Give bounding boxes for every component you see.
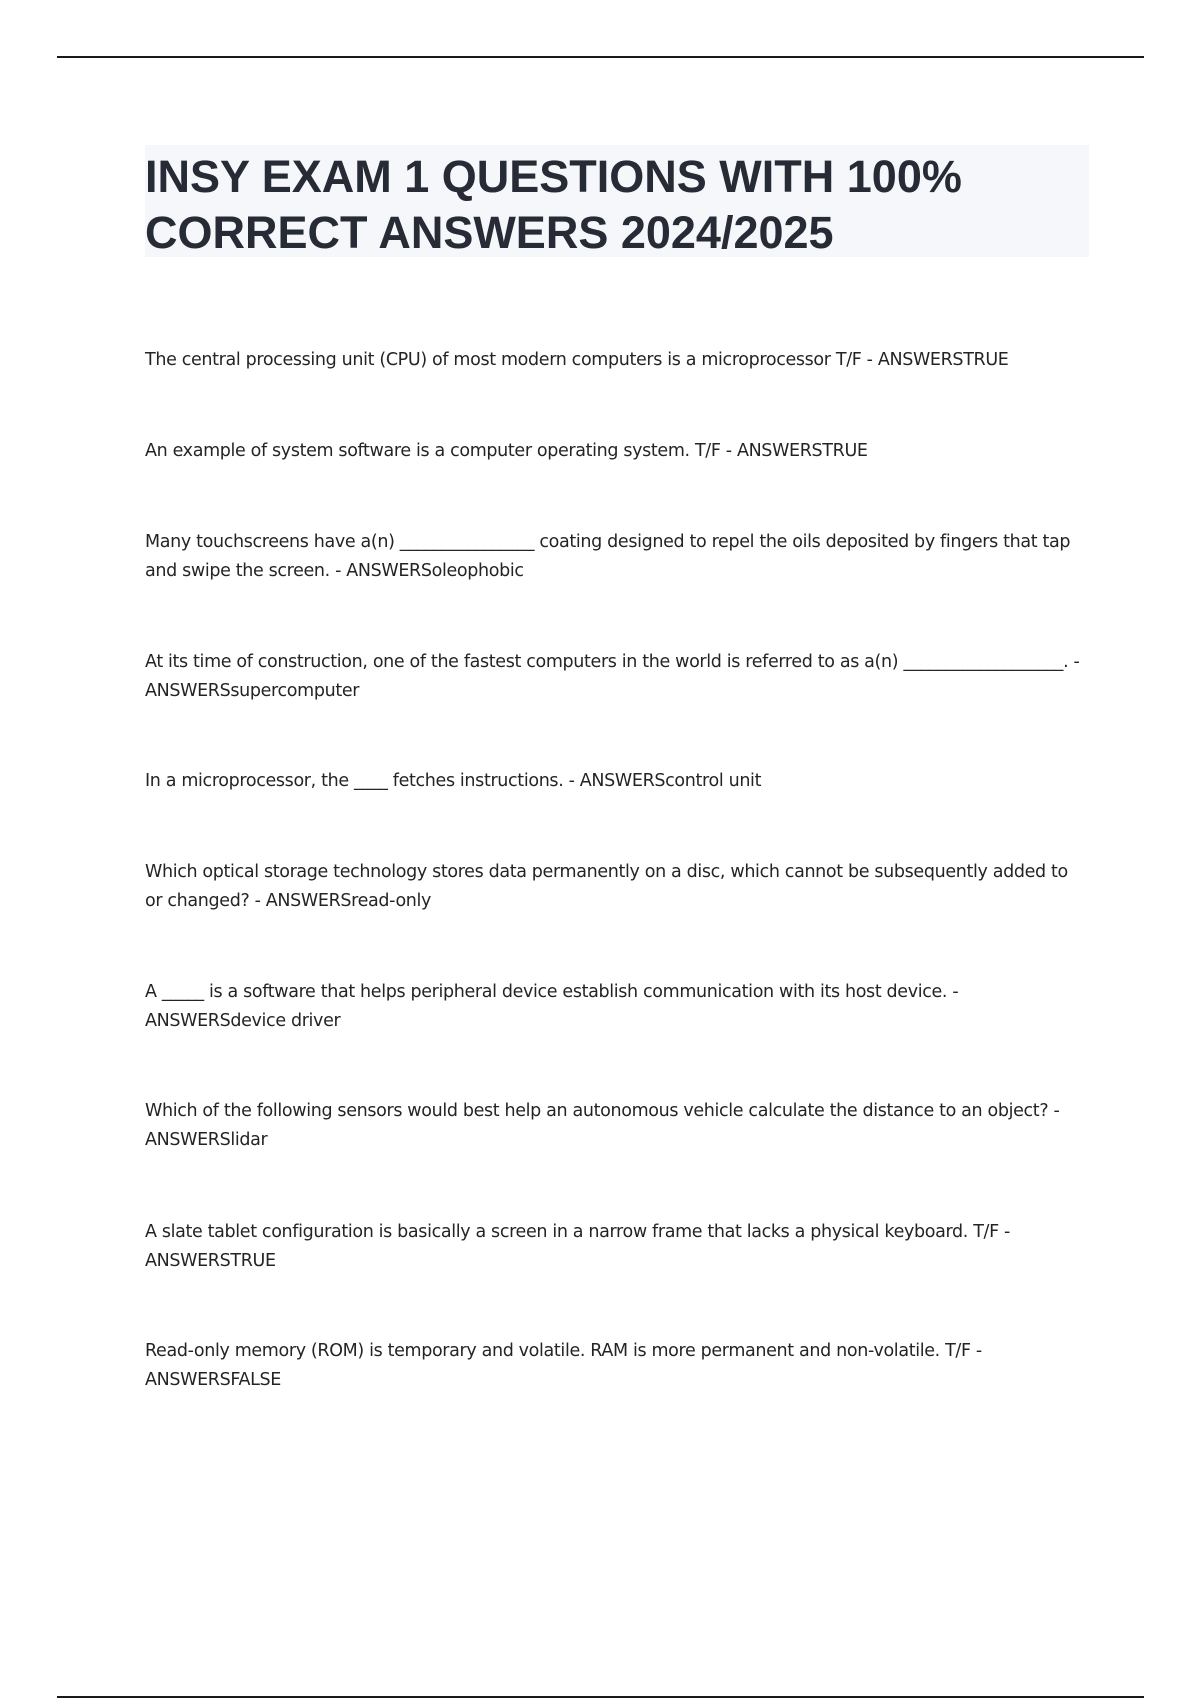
qa-item-7: A _____ is a software that helps peripheral device establish communication with its host device. - ANSWERSdevice driver [145, 982, 959, 1031]
document-title [145, 145, 1089, 261]
qa-item-1: The central processing unit (CPU) of most modern computers is a microprocessor T/F - ANSWERSTRUE [145, 350, 1009, 370]
qa-item-9: A slate tablet configuration is basically a screen in a narrow frame that lacks a physical keyboard. T/F - ANSWERSTRUE [145, 1222, 1010, 1271]
qa-item-8: Which of the following sensors would best help an autonomous vehicle calculate the distance to an object? - ANSWERSlidar [145, 1101, 1060, 1150]
qa-item-5: In a microprocessor, the ____ fetches instructions. - ANSWERScontrol unit [145, 771, 762, 791]
title-line-2: CORRECT ANSWERS 2024/2025 [145, 207, 834, 258]
qa-item-3: Many touchscreens have a(n) ________________ coating designed to repel the oils deposited by fingers that tap and swipe the screen. - ANSWERSoleophobic [145, 532, 1071, 581]
title-line-1: INSY EXAM 1 QUESTIONS WITH 100% [145, 151, 962, 202]
qa-item-6: Which optical storage technology stores data permanently on a disc, which cannot be subsequently added to or changed? - ANSWERSread-only [145, 862, 1068, 911]
qa-item-10: Read-only memory (ROM) is temporary and volatile. RAM is more permanent and non-volatile. T/F - ANSWERSFALSE [145, 1341, 982, 1390]
qa-item-2: An example of system software is a computer operating system. T/F - ANSWERSTRUE [145, 441, 868, 461]
title-block [145, 145, 1089, 257]
top-divider [57, 56, 1144, 58]
bottom-divider [57, 1696, 1144, 1698]
qa-item-4: At its time of construction, one of the fastest computers in the world is referred to as a(n) ___________________. - ANSWERSsupercomputer [145, 652, 1080, 701]
